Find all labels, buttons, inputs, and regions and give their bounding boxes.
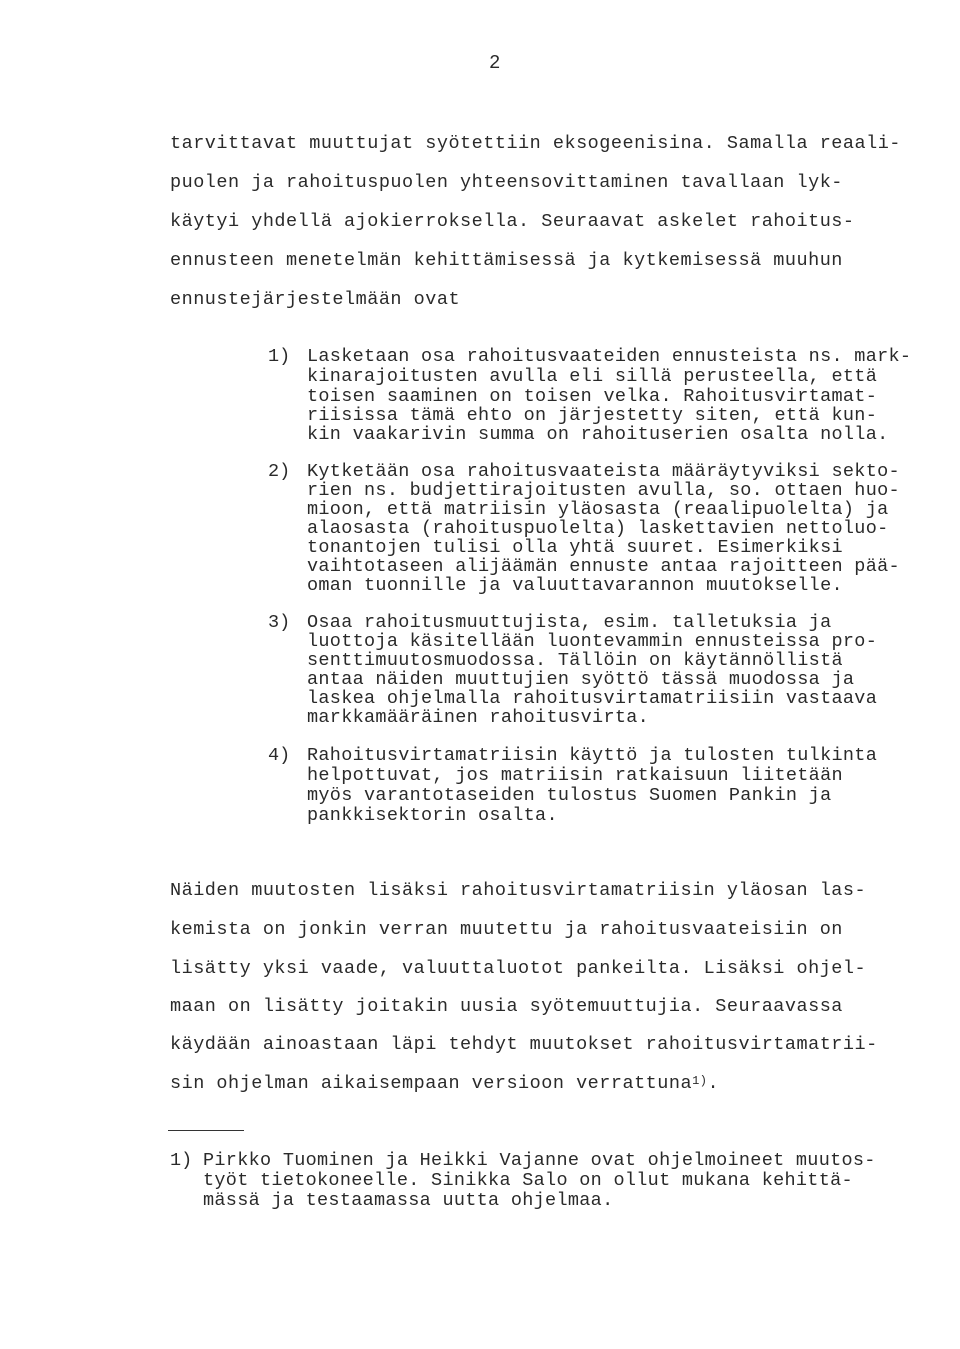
footnote-divider [168, 1130, 244, 1131]
list-item-line: pankkisektorin osalta. [307, 805, 558, 826]
list-item-line: myös varantotaseiden tulostus Suomen Pankin ja [307, 785, 832, 806]
para-line: kemista on jonkin verran muutettu ja rahoitusvaateisiin on [170, 919, 843, 940]
list-item-line: toisen saaminen on toisen velka. Rahoitusvirtamat- [307, 386, 878, 407]
list-item-line: mioon, että matriisin yläosasta (reaalipuolelta) ja [307, 499, 889, 520]
intro-line: ennusteen menetelmän kehittämisessä ja kytkemisessä muuhun [170, 250, 843, 271]
para-last-text: sin ohjelman aikaisempaan versioon verrattuna [170, 1073, 693, 1094]
list-item-number: 4) [268, 745, 291, 766]
footnote-line: työt tietokoneelle. Sinikka Salo on ollut mukana kehittä- [203, 1170, 853, 1191]
list-item-line: kin vaakarivin summa on rahoituserien osalta nolla. [307, 424, 889, 445]
list-item-number: 2) [268, 461, 291, 482]
para-end-punct: . [707, 1073, 720, 1094]
list-item-line: helpottuvat, jos matriisin ratkaisuun liitetään [307, 765, 843, 786]
footnote-reference: 1) [692, 1074, 708, 1088]
list-item-line: oman tuonnille ja valuuttavarannon muutokselle. [307, 575, 843, 596]
page-number: 2 [489, 52, 501, 74]
para-line-last [170, 1073, 719, 1094]
list-item-line: riisissa tämä ehto on järjestetty siten, että kun- [307, 405, 878, 426]
intro-line: ennustejärjestelmään ovat [170, 289, 461, 310]
intro-line: käytyi yhdellä ajokierroksella. Seuraavat askelet rahoitus- [170, 211, 855, 232]
list-item-line: alaosasta (rahoituspuolelta) laskettavien nettoluo- [307, 518, 889, 539]
list-item-line: antaa näiden muuttujien syöttö tässä muodossa ja [307, 669, 855, 690]
list-item-line: rien ns. budjettirajoitusten avulla, so. ottaen huo- [307, 480, 900, 501]
list-item-number: 1) [268, 346, 291, 367]
intro-line: tarvittavat muuttujat syötettiin eksogeenisina. Samalla reaali- [170, 133, 901, 154]
footnote-line: Pirkko Tuominen ja Heikki Vajanne ovat ohjelmoineet muutos- [203, 1150, 876, 1171]
para-line: käydään ainoastaan läpi tehdyt muutokset rahoitusvirtamatrii- [170, 1034, 878, 1055]
list-item-line: tonantojen tulisi olla yhtä suuret. Esimerkiksi [307, 537, 843, 558]
list-item-line: Osaa rahoitusmuuttujista, esim. talletuksia ja [307, 612, 832, 633]
para-line: Näiden muutosten lisäksi rahoitusvirtamatriisin yläosan las- [170, 880, 867, 901]
para-line: maan on lisätty joitakin uusia syötemuuttujia. Seuraavassa [170, 996, 843, 1017]
list-item-line: senttimuutosmuodossa. Tällöin on käytännöllistä [307, 650, 843, 671]
list-item-number: 3) [268, 612, 291, 633]
intro-line: puolen ja rahoituspuolen yhteensovittaminen tavallaan lyk- [170, 172, 843, 193]
list-item-line: Kytketään osa rahoitusvaateista määräytyviksi sekto- [307, 461, 900, 482]
list-item-line: Rahoitusvirtamatriisin käyttö ja tulosten tulkinta [307, 745, 878, 766]
footnote-number: 1) [170, 1150, 193, 1171]
list-item-line: vaihtotaseen alijäämän ennuste antaa rajoitteen pää- [307, 556, 900, 577]
list-item-line: kinarajoitusten avulla eli sillä perusteella, että [307, 366, 878, 387]
para-line: lisätty yksi vaade, valuuttaluotot pankeilta. Lisäksi ohjel- [170, 958, 867, 979]
list-item-line: laskea ohjelmalla rahoitusvirtamatriisiin vastaava [307, 688, 878, 709]
list-item-line: markkamääräinen rahoitusvirta. [307, 707, 650, 728]
footnote-line: mässä ja testaamassa uutta ohjelmaa. [203, 1190, 614, 1211]
list-item-line: Lasketaan osa rahoitusvaateiden ennusteista ns. mark- [307, 346, 912, 367]
list-item-line: luottoja käsitellään luontevammin ennusteissa pro- [307, 631, 878, 652]
